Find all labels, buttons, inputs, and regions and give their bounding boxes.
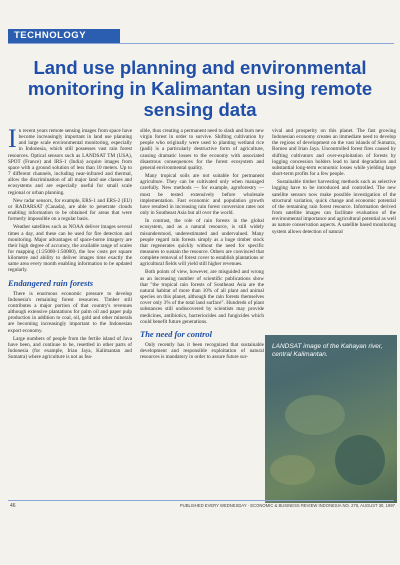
subheading-endangered: Endangered rain forests: [8, 277, 94, 288]
paragraph: Many tropical soils are not suitable for permanent agriculture. They can be cultivated only when managed carefully. New methods — for example, agroforestry — must be tested extensively before wholesale implementation. Fast economic and population growth have resulted in increasing rain forest conversion rates not only in Southeast Asia but all over the world.: [140, 173, 264, 217]
image-texture: [285, 395, 345, 435]
column-1: [8, 128, 132, 500]
image-texture: [335, 435, 385, 485]
paragraph: In recent years remote sensing images from space have become increasingly important in land use planning and large scale environmental monitoring, especially in Indonesia, which still possesses vast rain forest resources. Optical sensors such as LANDSAT TM (USA), SPOT (France) and IRS-1 (India) acquire images from space with a ground solution of less than 10 meters. Up to 7 different channels, including near-infrared and thermal, allow the discrimination of all major land use classes and ecosystems and are especially useful for small scale regional or urban planning.: [8, 128, 132, 196]
image-caption: LANDSAT image of the Kahayan river, central Kalimantan.: [272, 343, 383, 358]
paragraph: New radar sensors, for example, ERS-1 and ERS-2 (EU) or RADARSAT (Canada), are able to penetrate clouds enabling information to be obtained for areas that were formerly impossible on a regular basis.: [8, 197, 132, 223]
page-number: 46: [10, 503, 16, 509]
paragraph: Sustainable timber harvesting methods such as selective logging have to be introduced and controlled. The new satellite sensors now make possible investigation of the structural variation, quick change and economic potential of the remaining rain forest resource. Information derived from satellite images can facilitate evaluation of the environmental importance and agricultural potential as well as nature conservation aspects. A satellite based monitoring system allows detection of natural: [272, 179, 396, 235]
paragraph: In contrast, the role of rain forests in the global ecosystem, and as a natural resource, is still widely misunderstood, underestimated and undervalued. Many people regard rain forests simply as a huge timber stock that regenerates quickly without the need for specific measures to sustain the resource. Others are convinced that complete removal of forest cover to establish plantations or agricultural fields will yield still higher revenues.: [140, 218, 264, 268]
paragraph: Weather satellites such as NOAA deliver images several times a day, and these can be used for fire detection and monitoring. Major advantages of space-borne imagery are their high degree of accuracy, the available range of scales for mapping (1:25000-1:50000), the low costs per square kilometre and ability to deliver images time exactly the same area every month enabling information to be updated regularly.: [8, 224, 132, 274]
paragraph: vival and prosperity on this planet. The fast growing Indonesian economy creates an immediate need to develop the regions of development on the vast islands of Sumatra, Borneo and Irian Jaya. Uncontrolled forest fires caused by shifting cultivators and over-exploitation of forests by logging concession holders lead to land degradation and substantial long-term economic losses while yielding large short-term profits for a few people.: [272, 128, 396, 178]
drop-cap: I: [8, 128, 17, 153]
section-label: TECHNOLOGY: [8, 29, 120, 43]
subheading-control: The need for control: [140, 328, 213, 339]
paragraph: Large numbers of people from the fertile island of Java have been, and continue to be, resettled in other parts of Indonesia (for example, Irian Jaya, Kalimantan and Sumatra) where agriculture is not as fea-: [8, 335, 132, 361]
paragraph: There is enormous economic pressure to develop Indonesia's remaining forest resources. Timber still contributes a major portion of that country's revenues although extensive plantations for palm oil and paper pulp production in addition to coal, oil, gold and other minerals are becoming increasingly important to the Indonesian export economy.: [8, 290, 132, 334]
paragraph: sible, thus creating a permanent need to slash and burn new virgin forest in order to survive. Shifting cultivation by people who originally were used to planting wetland rice (padi) is a particularly destructive form of agriculture, causing dramatic losses to the economy with associated disastrous consequences for the forest ecosystem and general environmental quality.: [140, 128, 264, 171]
satellite-image: [265, 335, 397, 503]
article-headline: Land use planning and environmental monitoring in Kalimantan using remote sensing data: [27, 57, 373, 120]
publication-footer: PUBLISHED EVERY WEDNESDAY · ECONOMIC & BUSINESS REVIEW INDONESIA NO. 278, AUGUST 30, 1997: [179, 503, 395, 508]
image-texture: [270, 455, 315, 485]
paragraph: Only recently has it been recognized that sustainable development and responsible exploitation of natural resources is mandatory in order to assure future sur-: [140, 341, 264, 361]
column-2: [140, 128, 264, 500]
bottom-rule: [8, 500, 394, 501]
paragraph: Both points of view, however, are misguided and wrong as an increasing number of scientific publications show that "the tropical rain forests of Southeast Asia are the natural habitat of more than 10% of all plant and animal species on this planet, although the rain forests themselves cover only 3% of the total land surface". Hundreds of plant substances still undiscovered by scientists may provide medicines, antibiotics, bacteriocides and fungicides which could benefit future generations.: [140, 269, 264, 325]
top-rule: [8, 43, 394, 44]
